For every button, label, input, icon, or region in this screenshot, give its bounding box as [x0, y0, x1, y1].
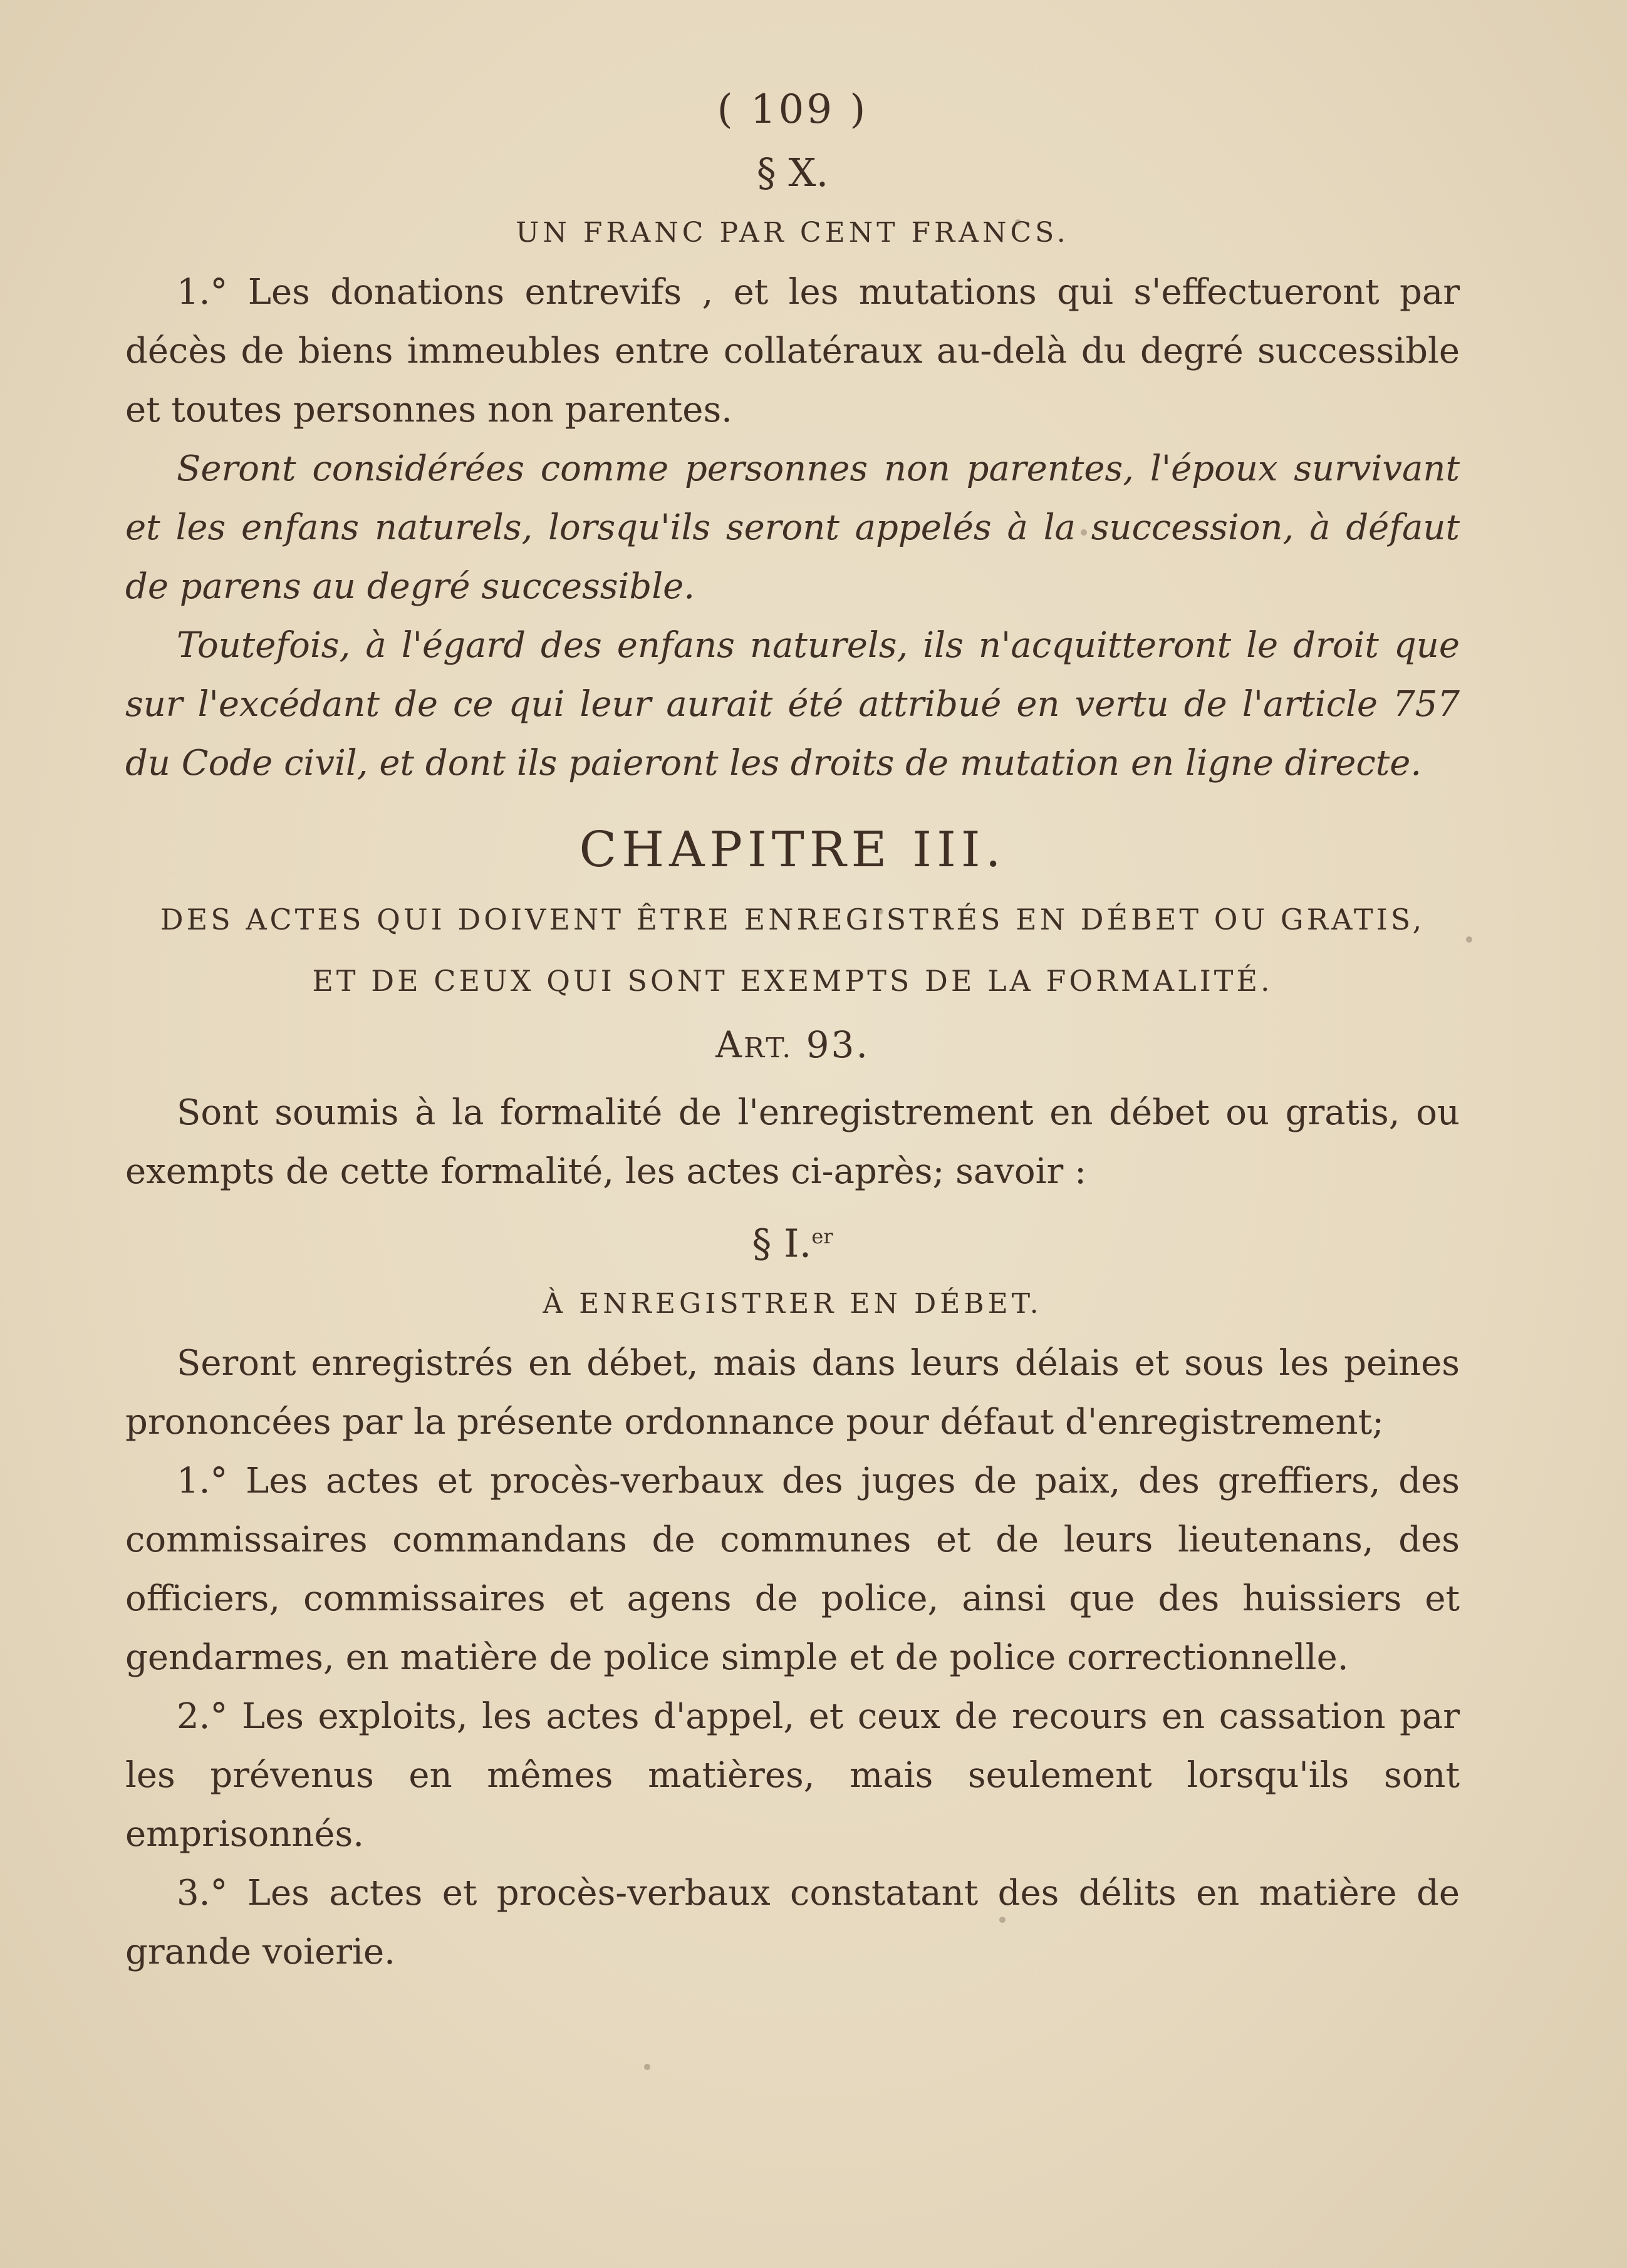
- section-1-item-3: 3.° Les actes et procès-verbaux constatant des délits en matière de grande voierie.: [125, 1872, 1460, 1972]
- page-text: [125, 81, 1460, 1982]
- chapter-subtitle-line-2: ET DE CEUX QUI SONT EXEMPTS DE LA FORMALITÉ.: [312, 964, 1273, 998]
- page-number: ( 109 ): [717, 86, 868, 133]
- section-1-item-1: 1.° Les actes et procès-verbaux des juges de paix, des greffiers, des commissaires commandans de communes et de leurs lieutenans, des officiers, commissaires et agens de police, ainsi que des huissiers et gendarmes, en matière de police simple et de police correctionnelle.: [125, 1460, 1460, 1678]
- section-1-item-2: 2.° Les exploits, les actes d'appel, et ceux de recours en cassation par les prévenus en mêmes matières, mais seulement lorsqu'ils sont emprisonnés.: [125, 1696, 1460, 1855]
- article-heading: [125, 1015, 1460, 1079]
- article-label-initial: A: [715, 1023, 744, 1066]
- article-number: 93.: [806, 1023, 870, 1066]
- section-1-mark-sup: er: [811, 1225, 833, 1248]
- section-x-paragraph-3: Toutefois, à l'égard des enfans naturels, ils n'acquitteront le droit que sur l'excédant de ce qui leur aurait été attribué en vertu de l'article 757 du Code civil, et dont ils paieront les droits de mutation en ligne directe.: [125, 625, 1460, 784]
- section-1-mark: [125, 1209, 1460, 1271]
- ink-speck: [1466, 936, 1472, 943]
- chapter-subtitle-line-1: DES ACTES QUI DOIVENT ÊTRE ENREGISTRÉS EN DÉBET OU GRATIS,: [160, 903, 1425, 936]
- section-1-intro: Seront enregistrés en débet, mais dans leurs délais et sous les peines prononcées par la présente ordonnance pour défaut d'enregistrement;: [125, 1342, 1460, 1442]
- section-x-mark: § X.: [756, 150, 829, 195]
- chapter-title: CHAPITRE III.: [579, 822, 1006, 878]
- article-intro: Sont soumis à la formalité de l'enregistrement en débet ou gratis, ou exempts de cette formalité, les actes ci-après; savoir :: [125, 1092, 1460, 1192]
- section-1-heading: À ENREGISTRER EN DÉBET.: [543, 1287, 1042, 1320]
- section-x-heading: UN FRANC PAR CENT FRANCS.: [516, 217, 1069, 249]
- ink-speck: [644, 2064, 650, 2070]
- section-x-paragraph-1: 1.° Les donations entrevifs , et les mutations qui s'effectueront par décès de biens immeubles entre collatéraux au-delà du degré successible et toutes personnes non parentes.: [125, 272, 1460, 430]
- section-x-paragraph-2: Seront considérées comme personnes non parentes, l'époux survivant et les enfans naturels, lorsqu'ils seront appelés à la succession, à défaut de parens au degré successible.: [125, 448, 1460, 607]
- section-1-mark-text: § I.: [752, 1220, 812, 1266]
- article-label-rest: RT.: [743, 1032, 793, 1064]
